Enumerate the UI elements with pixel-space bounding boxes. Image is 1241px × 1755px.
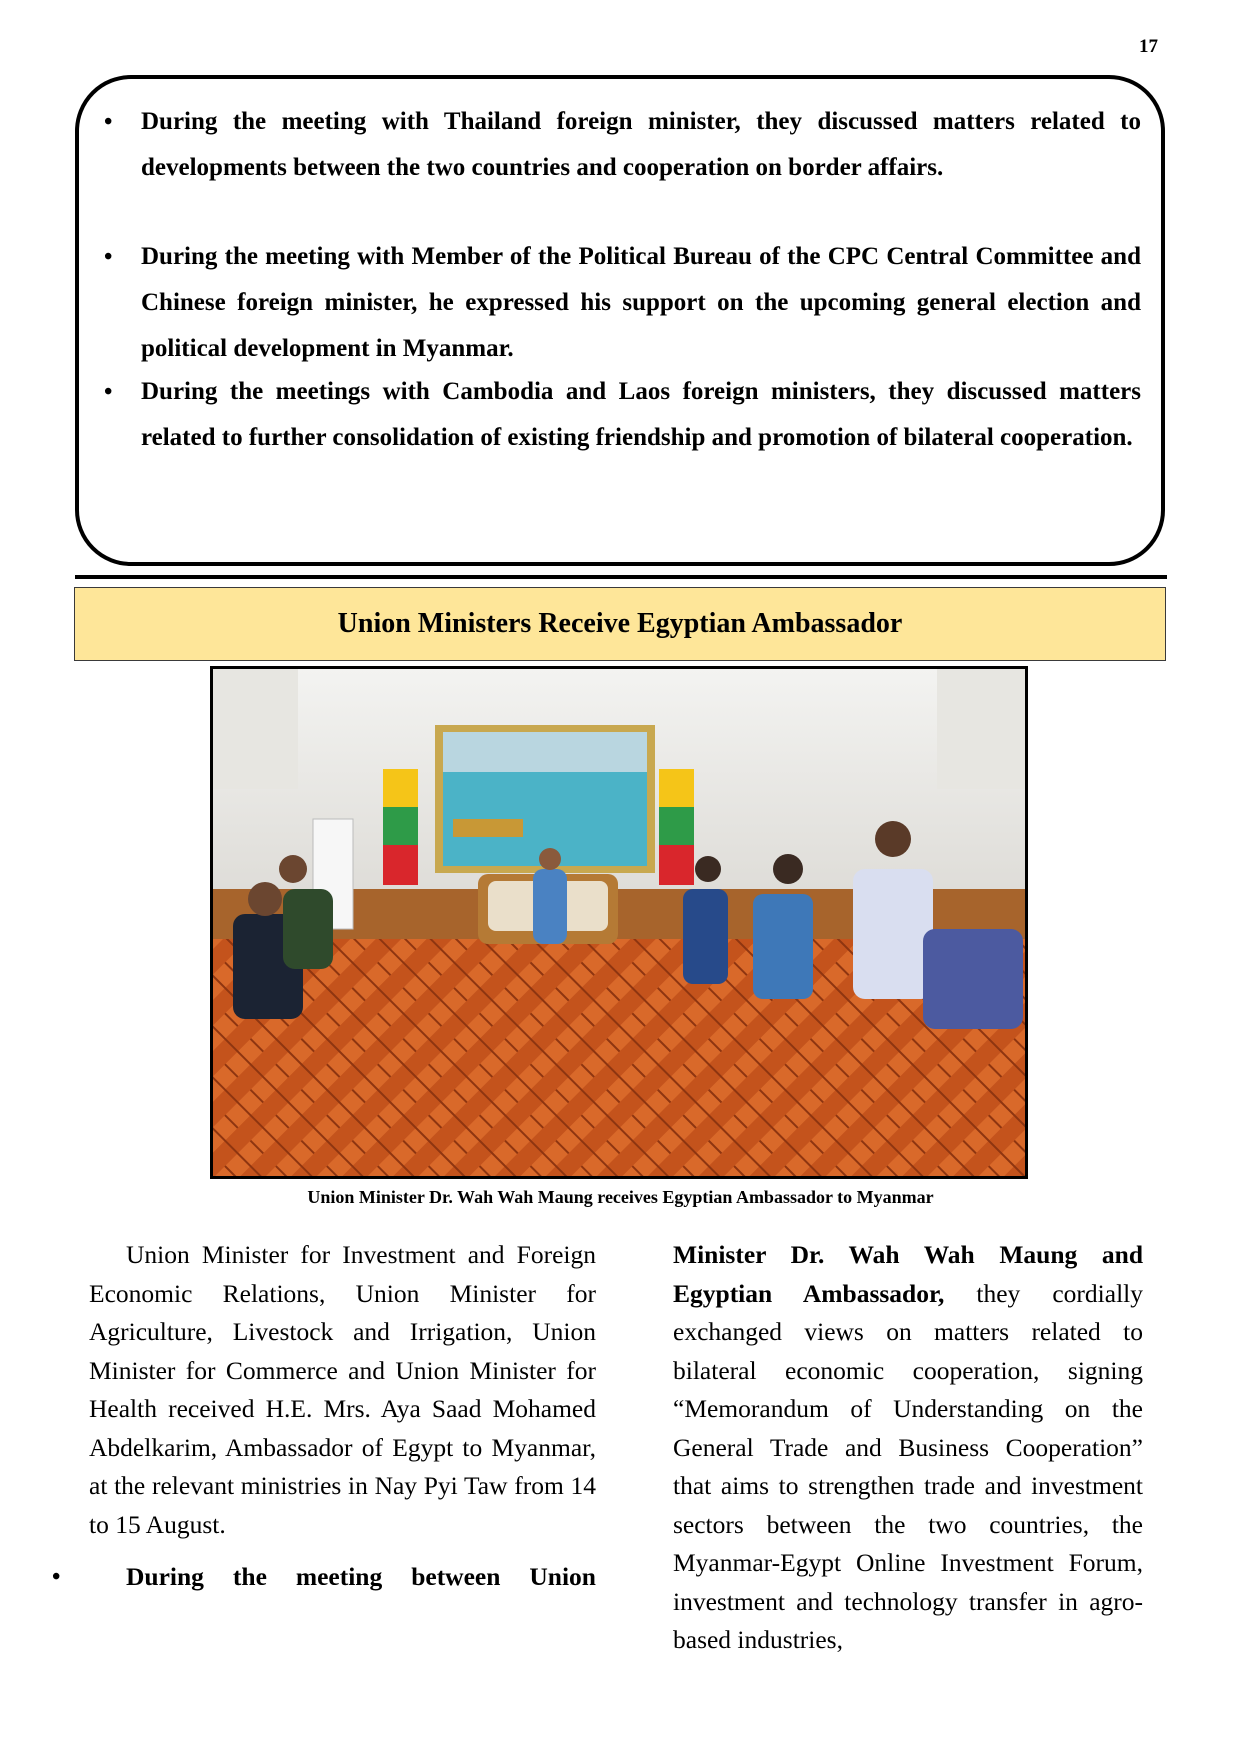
summary-bullet-2 — [104, 234, 1141, 372]
article-bullet-body: they cordially exchanged views on matters related to bilateral economic cooperation, signing “Memorandum of Understanding on the General Trade and Business Cooperation” that aims to strengthen trade and investment sectors between the two countries, the Myanmar-Egypt Online Investment Forum, investment and technology transfer in agro-based industries, — [673, 1278, 1143, 1654]
bullet-dot-icon: • — [104, 244, 113, 270]
summary-bullet-1 — [104, 99, 1141, 191]
summary-bullet-text: During the meetings with Cambodia and Laos foreign ministers, they discussed matters related to further consolidation of existing friendship and promotion of bilateral cooperation. — [141, 378, 1141, 451]
summary-box — [75, 75, 1165, 566]
section-title-bar — [74, 587, 1166, 661]
article-paragraph: Union Minister for Investment and Foreign Economic Relations, Union Minister for Agriculture, Livestock and Irrigation, Union Minister for Commerce and Union Minister for Health received H.E. Mrs. Aya Saad Mohamed Abdelkarim, Ambassador of Egypt to Myanmar, at the relevant ministries in Nay Pyi Taw from 14 to 15 August. — [89, 1240, 596, 1539]
section-divider — [75, 575, 1167, 579]
article-bullet-lead-continued: Minister Dr. Wah Wah Maung and Egyptian Ambassador, — [673, 1240, 1143, 1308]
section-title: Union Ministers Receive Egyptian Ambassador — [337, 608, 903, 639]
photo-caption: Union Minister Dr. Wah Wah Maung receives Egyptian Ambassador to Myanmar — [307, 1187, 934, 1207]
page-number: 17 — [1139, 36, 1158, 57]
bullet-dot-icon: • — [52, 1564, 61, 1590]
summary-bullet-3 — [104, 369, 1141, 461]
summary-bullet-text: During the meeting with Thailand foreign minister, they discussed matters related to developments between the two countries and cooperation on border affairs. — [141, 108, 1141, 181]
article-bullet-lead: During the meeting between Union — [126, 1562, 596, 1591]
article-column-right — [673, 1236, 1143, 1660]
article-bullet-continued — [673, 1236, 1143, 1660]
article-column-left — [52, 1236, 596, 1597]
meeting-photo — [210, 666, 1028, 1179]
summary-bullet-text: During the meeting with Member of the Political Bureau of the CPC Central Committee and Chinese foreign minister, he expressed his support on the upcoming general election and political development in Myanmar. — [141, 243, 1141, 362]
meeting-photo-illustration — [213, 669, 1025, 1176]
bullet-dot-icon: • — [104, 379, 113, 405]
bullet-dot-icon: • — [104, 109, 113, 135]
article-bullet — [52, 1558, 596, 1597]
